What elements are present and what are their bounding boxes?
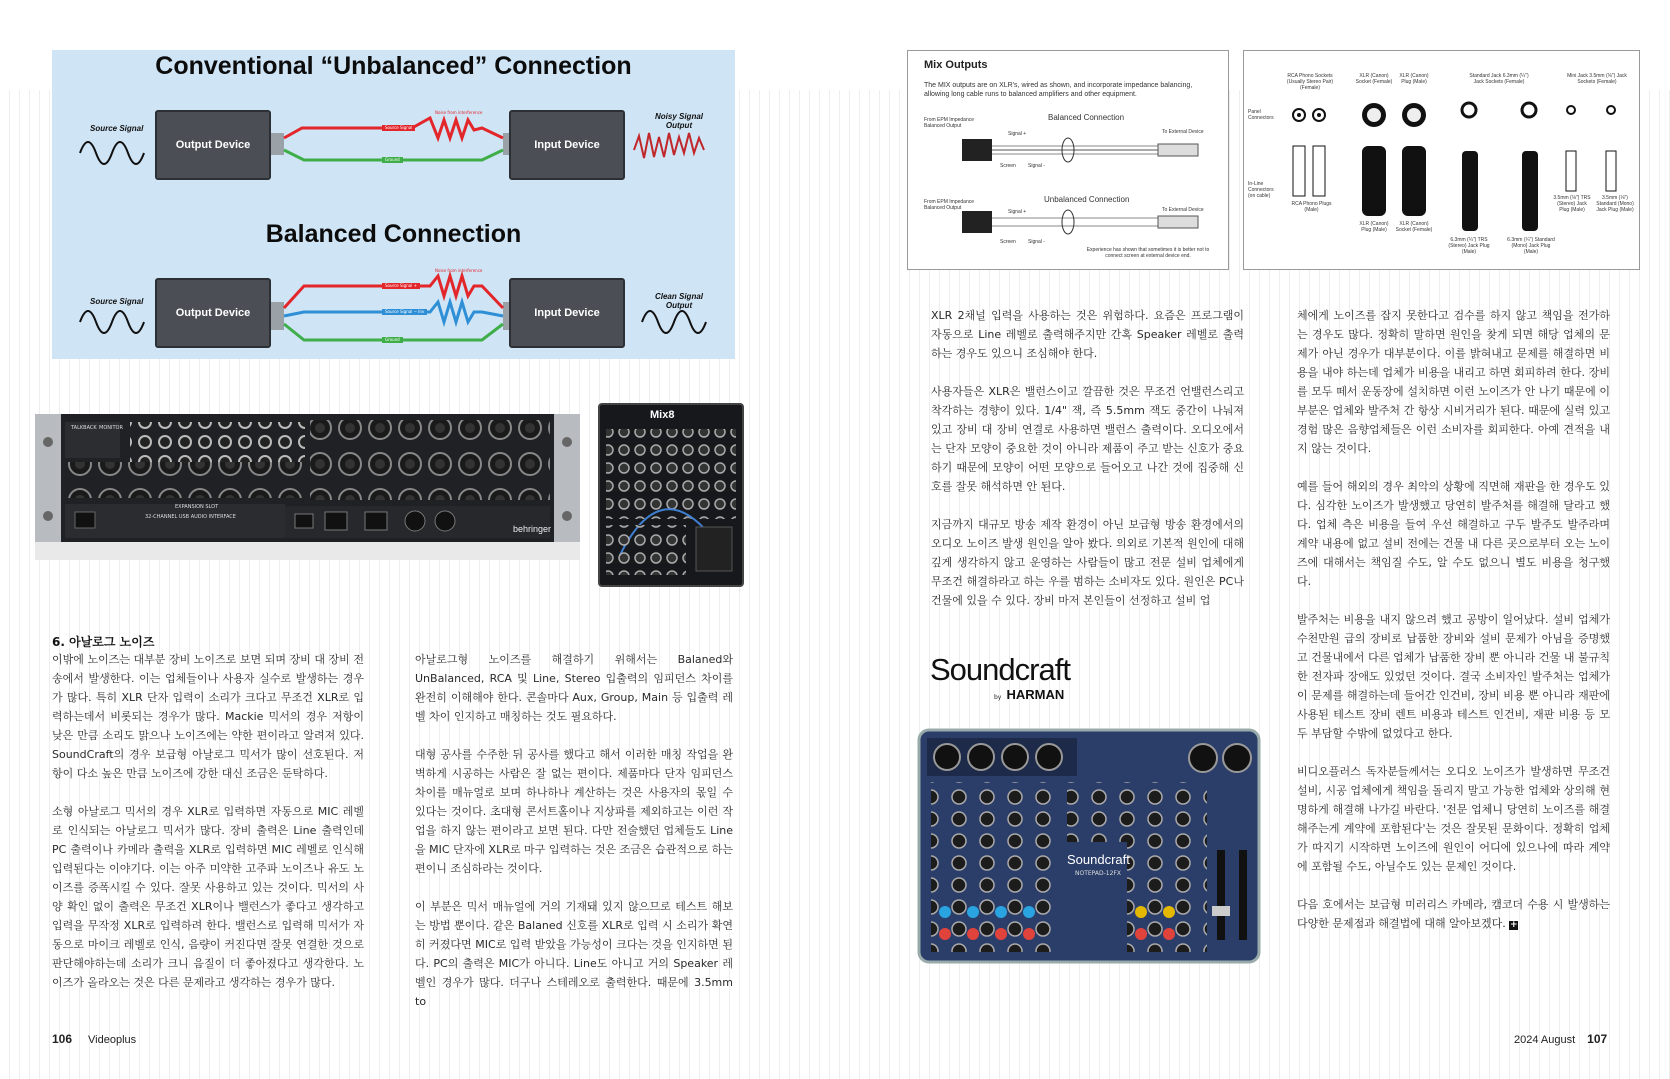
signal-minus-1: Signal - bbox=[1028, 163, 1045, 169]
rack-stagebox-image bbox=[35, 412, 580, 560]
paragraph: 비디오플러스 독자분들께서는 오디오 노이즈가 발생하면 무조건 설비, 시공 업체에게 책임을 돌리지 말고 가능한 업체와 상의해 현명하게 해결해 나가길 바란다. '전문 업체니 당연히 노이즈를 해결해주는게 계약에 포함된다'는 것은 잘못된 문화이다. 정확히 업체가 따지기 시작하면 노이즈에 원인이 어디에 있으나에 따라 계약에 포함될 수도, 아닐수도 있는 문제인 것이다. bbox=[1297, 765, 1610, 873]
unbalanced-label: Unbalanced Connection bbox=[1044, 195, 1130, 204]
tag-source: Source Signal bbox=[382, 125, 415, 131]
mixer-brand-label: Soundcraft bbox=[1067, 852, 1130, 867]
noise-label-2: Noise from interference bbox=[435, 268, 483, 273]
balanced-title: Balanced Connection bbox=[265, 220, 522, 248]
from-label-1: From EPM Impedance Balanced Output bbox=[924, 117, 975, 129]
xlr-socket-label: XLR (Canon) Socket (Female) bbox=[1355, 73, 1393, 85]
paragraph: 체에게 노이즈를 잡지 못한다고 검수를 하지 않고 책임을 전가하는 경우도 많다. 정확히 말하면 원인을 찾게 되면 해당 업체의 문제가 아닌 경우가 대부분이다. 이를 밝혀내고 문제를 해결하면 비용을 내야 하는데 업체가 비용을 내리고 하면 회피하려 한다. 장비를 모두 떼서 운동장에 설치하면 이런 노이즈가 안 나기 때문에 이 부분은 업체와 발주처 간 항상 시비거리가 된다. 때문에 실력 있고 경험 많은 음향업체들은 이런 소비자를 회피한다. 아예 견적을 내지 않는 것이다. bbox=[1297, 309, 1610, 455]
noisy-signal-label: Noisy Signal Output bbox=[654, 112, 703, 130]
magazine-name: Videoplus bbox=[88, 1034, 137, 1046]
unbalanced-title: Conventional “Unbalanced” Connection bbox=[155, 52, 632, 80]
mix-outputs-desc: The MIX outputs are on XLR's, wired as shown, and incorporate impedance balancing, allowing long cable runs to balanced amplifiers and other equipment. bbox=[924, 82, 1193, 98]
source-signal-label-1: Source Signal bbox=[90, 124, 144, 133]
xlr-plug2-label: XLR (Canon) Plug (Male) bbox=[1359, 221, 1389, 233]
tag-source-plus: Source Signal + bbox=[382, 283, 420, 289]
right-column-2 bbox=[1297, 306, 1610, 952]
tag-source-minus: Source Signal − Inv bbox=[382, 309, 427, 315]
screen-2: Screen bbox=[1000, 239, 1016, 245]
std-mini-label: 3.5mm (⅛") Standard (Mono) Jack Plug (Male) bbox=[1596, 195, 1634, 213]
connector-types-diagram bbox=[1243, 50, 1640, 270]
paragraph: 지금까지 대규모 방송 제작 환경이 아닌 보급형 방송 환경에서의 오디오 노이즈 발생 원인을 알아 봤다. 의외로 기본적 원인에 대해 깊게 생각하지 않고 운영하는 사람들이 많고 전문 설비 업체에게 무조건 해결하라고 하는 우를 범하는 소비자도 있다. 원인은 PC나 건물에 있을 수 있다. 장비 마저 본인들이 선정하고 설비 업 bbox=[931, 518, 1244, 607]
paragraph: 아날로그형 노이즈를 해결하기 위해서는 Balaned와 UnBalanced, RCA 및 Line, Stereo 입출력의 임피던스 차이를 완전히 이해해야 한다. 콘솔마다 Aux, Group, Main 등 입출력 레벨 차이 인지하고 매칭하는 것도 필요하다. bbox=[415, 653, 733, 723]
mix8-mixer-image bbox=[598, 403, 744, 587]
paragraph: 소형 아날로그 믹서의 경우 XLR로 입력하면 자동으로 MIC 레벨로 인식되는 아날로그 믹서가 많다. 장비 출력은 Line 출력인데 PC 출력이나 카메라 출력을 XLR로 입력하면 MIC 레벨로 인식해 입력된다는 이야기다. 이는 아주 미약한 고주파 노이즈나 유도 노이즈를 증폭시킬 수 있다. 잘못 사용하고 있는 것이다. 믹서의 사양 확인 없이 출력은 무조건 XLR이나 밸런스가 좋다고 생각하고 입력을 무작정 XLR로 입력하려 한다. 밸런스로 입력해 믹서가 자동으로 마이크 레벨로 인식, 음량이 커진다면 잘못 연결한 것으로 판단해야하는데 소리가 크니 음질이 더 좋아졌다고 생각한다. 노이즈가 올라오는 것은 다른 문제라고 생각하는 경우가 많다. bbox=[52, 805, 364, 989]
end-mark-icon: + bbox=[1509, 920, 1518, 930]
std-mono-label: 6.3mm (¼") Standard (Mono) Jack Plug (Male) bbox=[1507, 237, 1555, 255]
signal-minus-2: Signal - bbox=[1028, 239, 1045, 245]
right-footer bbox=[1514, 1032, 1607, 1046]
left-footer bbox=[52, 1032, 136, 1046]
tag-ground-2: Ground bbox=[382, 337, 403, 343]
paragraph: XLR 2채널 입력을 사용하는 것은 위험하다. 요즘은 프로그램이 자동으로 Line 레벨로 출력해주지만 간혹 Speaker 레벨로 출력하는 경우도 있으니 조심해야 한다. bbox=[931, 309, 1244, 360]
signal-plus-1: Signal + bbox=[1008, 131, 1027, 137]
paragraph bbox=[1297, 895, 1610, 933]
monitor-label: MONITOR bbox=[99, 425, 123, 431]
xlr-socket2-label: XLR (Canon) Socket (Female) bbox=[1395, 221, 1433, 233]
paragraph: 사용자들은 XLR은 밸런스이고 깔끔한 것은 무조건 언밸런스리고 착각하는 경향이 있다. 1/4" 잭, 즉 5.5mm 잭도 중간이 나눠져 있고 장비 대 장비 연결로 사용하면 밸런스 출력이다. 오디오에서는 단자 모양이 중요한 것이 아니라 제품이 주고 받는 신호가 중요하기 때문에 모양이 어떤 모양으로 들어오고 나간 것에 집중해 신호를 잘못 해석하면 안 된다. bbox=[931, 385, 1244, 493]
output-device-unbalanced: Output Device bbox=[155, 110, 271, 180]
source-signal-label-2: Source Signal bbox=[90, 297, 144, 306]
mixer-model-label: NOTEPAD-12FX bbox=[1075, 870, 1121, 877]
usb-label: 32-CHANNEL USB AUDIO INTERFACE bbox=[145, 514, 236, 520]
paragraph: 예를 들어 해외의 경우 최악의 상황에 직면해 재판을 한 경우도 있다. 심각한 노이즈가 발생했고 당연히 발주처를 해결해 달라고 했다. 업체 측은 비용을 들여 우선 해결하고 구두 발주도 발주라며 계약 내용에 없고 설비 전에는 건물 내 다른 곳으로부터 오는 노이즈에 대해서는 책임질 수도, 알 수도 없으니 별도 비용을 청구했다. bbox=[1297, 480, 1610, 588]
rack-stagebox-drawing bbox=[35, 412, 580, 560]
inline-label: In-Line Connectors (on cable) bbox=[1248, 181, 1274, 199]
from-label-2: From EPM Impedance Balanced Output bbox=[924, 199, 975, 211]
tag-ground-1: Ground bbox=[382, 157, 403, 163]
std-jack-label: Standard Jack 6.3mm (¼") Jack Sockets (Female) bbox=[1469, 73, 1529, 85]
signal-plus-2: Signal + bbox=[1008, 209, 1027, 215]
paragraph: 이 부분은 믹서 매뉴얼에 거의 기재돼 있지 않으므로 테스트 해보는 방법 뿐이다. 같은 Balaned 신호를 XLR로 입력 시 소리가 확연히 커졌다면 MIC로 입력 받았을 가능성이 크다는 것을 인지하면 된다. PC의 출력은 MIC가 아니다. Line도 아니고 거의 Speaker 레벨인 경우가 많다. 더구나 스테레오로 출력한다. 때문에 3.5mm to bbox=[415, 900, 733, 1008]
soundcraft-mixer-image bbox=[917, 720, 1262, 970]
screen-note: Experience has shown that sometimes it is better not to connect screen at external device end. bbox=[1086, 247, 1210, 259]
panel-label: Panel Connectors bbox=[1248, 109, 1274, 121]
expansion-label: EXPANSION SLOT bbox=[175, 504, 219, 510]
mix-outputs-diagram bbox=[907, 50, 1229, 270]
issue-date: 2024 August bbox=[1514, 1034, 1576, 1046]
right-page-number: 107 bbox=[1587, 1032, 1608, 1046]
screen-1: Screen bbox=[1000, 163, 1016, 169]
rca-plugs-label: RCA Phono Plugs (Male) bbox=[1291, 201, 1332, 213]
clean-signal-label: Clean Signal Output bbox=[654, 292, 703, 310]
right-column-1 bbox=[931, 306, 1244, 629]
soundcraft-mixer-drawing bbox=[917, 720, 1262, 970]
input-device-unbalanced: Input Device bbox=[509, 110, 625, 180]
left-column-2 bbox=[415, 650, 733, 1030]
to-label-1: To External Device bbox=[1162, 129, 1204, 135]
output-device-balanced: Output Device bbox=[155, 278, 271, 348]
input-device-balanced: Input Device bbox=[509, 278, 625, 348]
section-heading: 6. 아날로그 노이즈 bbox=[52, 635, 155, 649]
paragraph-text: 다음 호에서는 보급형 미러리스 카메라, 캠코더 수용 시 발생하는 다양한 문제점과 해결법에 대해 알아보겠다. bbox=[1297, 898, 1610, 930]
left-column-1 bbox=[52, 633, 364, 1011]
mix8-mixer-drawing bbox=[600, 405, 742, 585]
soundcraft-logo bbox=[930, 652, 1070, 703]
xlr-plug-label: XLR (Canon) Plug (Male) bbox=[1399, 73, 1429, 85]
by-text: by bbox=[994, 694, 1002, 701]
to-label-2: To External Device bbox=[1162, 207, 1204, 213]
mini-jack-label: Mini Jack 3.5mm (⅛") Jack Sockets (Female) bbox=[1567, 73, 1627, 85]
noise-label-1: Noise from interference bbox=[435, 110, 483, 115]
paragraph: 발주처는 비용을 내지 않으려 했고 공방이 일어났다. 설비 업체가 수천만원 급의 장비로 납품한 장비와 설비 문제가 아님을 증명했고 건물내에서 다른 업체가 납품한 장비 뿐 아니라 건물 내 불규칙한 전자파 장애도 있었던 것이다. 결국 소비자인 발주처는 업체가 이 문제를 해결하는데 들어간 인건비, 장비 비용 뿐 아니라 재판에 사용된 테스트 장비 렌트 비용과 테스트 인건비, 재판 비용 등 모두 부담할 수밖에 없었다고 한다. bbox=[1297, 613, 1610, 740]
left-page-number: 106 bbox=[52, 1032, 73, 1046]
paragraph: 이밖에 노이즈는 대부분 장비 노이즈로 보면 되며 장비 대 장비 전송에서 발생한다. 이는 업체들이나 사용자 실수로 발생하는 경우가 많다. 특히 XLR 단자 입력이 소리가 크다고 무조건 XLR로 입력하는데서 비롯되는 경우가 많다. Mackie 믹서의 경우 저항이 낮은 만큼 소리도 맑으나 노이즈에는 약한 편이라고 알려져 있다. SoundCraft의 경우 보급형 아날로그 믹서가 많이 선호된다. 저항이 다소 높은 만큼 노이즈에 강한 대신 조금은 둔탁하다. bbox=[52, 653, 364, 780]
behringer-logo: behringer bbox=[513, 524, 552, 534]
trs-mini-label: 3.5mm (⅛") TRS (Stereo) Jack Plug (Male) bbox=[1553, 195, 1591, 213]
harman-line bbox=[994, 684, 1070, 703]
soundcraft-wordmark: Soundcraft bbox=[930, 652, 1070, 687]
mix-outputs-title: Mix Outputs bbox=[924, 59, 988, 71]
trs-label: 6.3mm (¼") TRS (Stereo) Jack Plug (Male) bbox=[1448, 237, 1490, 255]
harman-text: HARMAN bbox=[1006, 687, 1065, 702]
talkback-label: TALKBACK bbox=[71, 425, 97, 431]
balanced-connection-diagram bbox=[52, 50, 735, 359]
balanced-label: Balanced Connection bbox=[1048, 113, 1125, 122]
mix-outputs-wiring bbox=[908, 51, 1228, 269]
rca-sockets-label: RCA Phono Sockets (Usually Stereo Pair) (Female) bbox=[1286, 73, 1334, 91]
mix8-logo: Mix8 bbox=[650, 409, 675, 421]
paragraph: 대형 공사를 수주한 뒤 공사를 했다고 해서 이러한 매칭 작업을 완벽하게 시공하는 사람은 잘 없는 편이다. 제품마다 단자 임피던스 차이를 매뉴얼로 보며 하나하나 계산하는 것은 사용자의 몫일 수 있다는 것이다. 초대형 콘서트홀이나 지상파를 제외하고는 이런 작업을 하지 않는 편이라고 보면 된다. 다만 전술했던 업체들도 Line을 MIC 단자에 XLR로 마구 입력하는 것은 조금은 습관적으로 하는 편이니 조심하라는 것이다. bbox=[415, 748, 733, 875]
